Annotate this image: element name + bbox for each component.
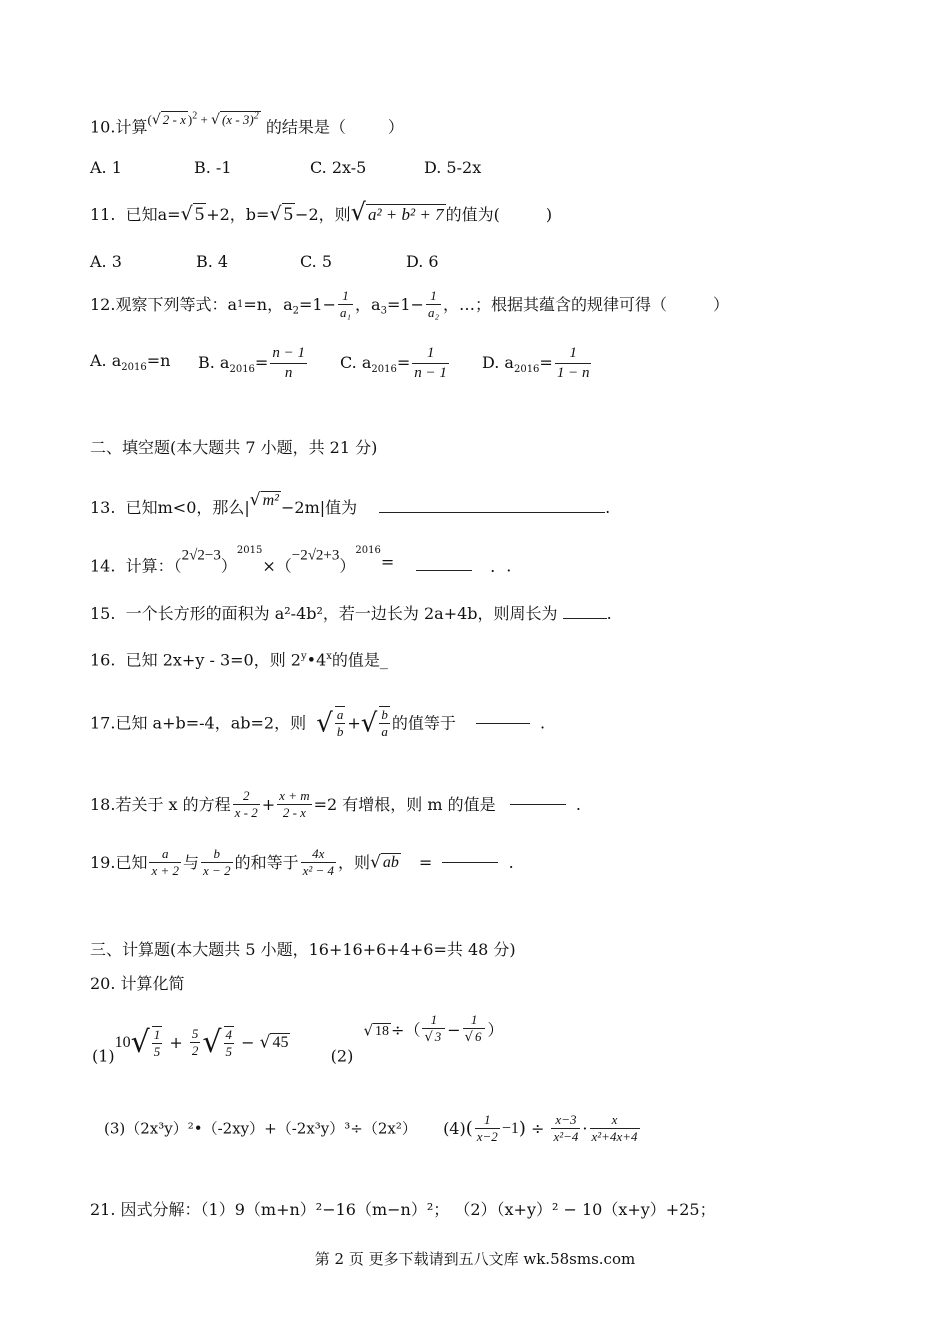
fraction: $\frac{1}{\text{a₂}}$ [427,288,439,321]
q19-line: 19.已知 $\frac{a}{x + 2}$ 与 $\frac{b}{x - 2}$ 的和等于 $\frac{4x}{\text{x² − 4}}$ ，则√ ab = . [90,846,514,879]
q14-line: 14. 计算：$(2√2-3)^{2015}\times(-2√2+3)^{2016}=$ ．. [90,545,512,576]
fraction: $\frac{2}{x - 2}$ [234,788,258,821]
q15-line: 15. 一个长方形的面积为 a²-4b²，若一边长为 2a+4b，则周长为 . [90,604,612,623]
fraction: $\frac{1}{1 - n}$ [556,345,590,381]
answer-blank[interactable] [379,512,605,513]
section-heading-3: 三、计算题(本大题共 5 小题，16+16+6+4+6=共 48 分) [90,940,516,959]
q20-part1-2: (1)10√ $\frac{1}{5}$ + $\frac{5}{2}$ √ $\frac{4}{5}$ − √ 45 (2) √ 18 ÷（ $\frac{1}{√ 3}$ − $\frac{1}{√ 6}$ ） [92,1012,504,1066]
answer-blank[interactable] [442,862,498,863]
fraction: $\frac{1}{n - 1}$ [414,345,447,381]
question-number: 10. [90,117,116,137]
q17-line: 17.已知 a+b=-4，ab=2，则 √ $\frac{a}{b}$ +√ $\frac{b}{a}$ 的值等于 . [90,707,546,740]
fraction: $\frac{1}{\text{a₁}}$ [340,288,352,321]
q11-line: 11. 已知a=√ 5 +2，b=√ 5 −2，则√ a² + b² + 7 的值为( ) [90,198,553,226]
answer-blank[interactable] [416,570,472,571]
q21-line: 21. 因式分解：（1）9（m+n）²−16（m−n）²； （2）（x+y）² − 10（x+y）+25； [90,1200,716,1219]
q12-options: A. $a_{2016}=n$ B. $a_{2016}=$ $\frac{n - 1}{n}$ C. $a_{2016}=$ $\frac{1}{n - 1}$ D. $a_{2016}=$ $\frac{1}{1 - n}$ [90,345,590,381]
q20-title: 20. 计算化简 [90,974,185,993]
answer-blank[interactable] [563,618,607,619]
fraction: $\frac{x + m}{2 - x}$ [279,788,310,821]
q10-line: 10.计算$^{(√ 2 - x )^2 + √ (x - 3)^2}$ 的结果是（ ） [90,111,404,137]
q13-line: 13. 已知m<0，那么|√ m² −2m|值为 . [90,490,611,517]
math-expression: (√ 2 - x )2 + √ (x - 3)2 [147,111,259,129]
q16-line: 16. 已知 2x+y - 3=0，则 2$^y$•4$^x$的值是_ [90,650,388,670]
q11-options: A. 3 B. 4 C. 5 D. 6 [90,252,439,271]
fraction: $\frac{4x}{\text{x² − 4}}$ [302,846,335,879]
page-footer: 第 2 页 更多下载请到五八文库 wk.58sms.com [314,1250,636,1268]
q10-options: A. 1 B. -1 C. 2x-5 D. 5-2x [90,158,482,177]
answer-blank[interactable] [476,723,530,724]
answer-blank[interactable] [510,804,566,805]
fraction: $\frac{n - 1}{n}$ [272,345,305,381]
q12-line: 12.观察下列等式：a1=n，$a_2=1-$ $\frac{1}{\text{a₁}}$ ，$a_3=1-$ $\frac{1}{\text{a₂}}$ ，…；根据其蕴含的规律可得（ ） [90,288,730,321]
q20-part3-4: (3)（2x³y）²•（-2xy）+（-2x³y）³÷（2x²） (4)( $\frac{1}{x-2}$ −1) ÷ $\frac{x-3}{\text{x²−4}}$ · $\frac{x}{\text{x²+4x+4}}$ [104,1112,638,1145]
fraction: $\frac{a}{x + 2}$ [151,846,180,879]
q18-line: 18.若关于 x 的方程 $\frac{2}{x - 2}$ + $\frac{x + m}{2 - x}$ =2 有增根，则 m 的值是 . [90,788,581,821]
section-heading-2: 二、填空题(本大题共 7 小题，共 21 分) [90,438,378,457]
fraction: $\frac{b}{x - 2}$ [203,846,231,879]
